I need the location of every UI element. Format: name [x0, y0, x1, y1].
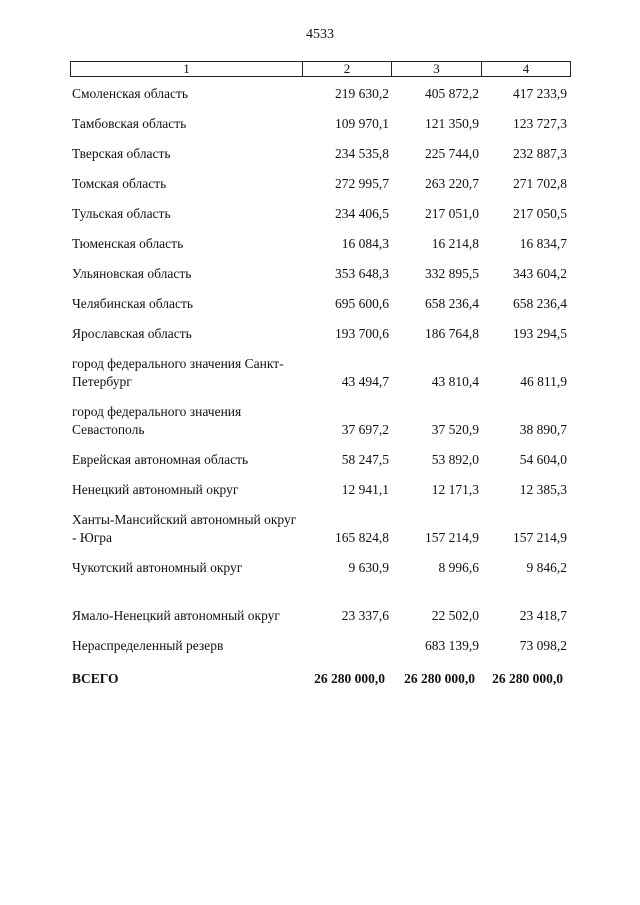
value-col-4: 417 233,9: [513, 86, 567, 101]
page-number: 4533: [306, 27, 334, 42]
value-col-2: 234 535,8: [335, 146, 389, 161]
value-col-2: 58 247,5: [341, 452, 389, 467]
total-col-3: 26 280 000,0: [404, 671, 475, 686]
table-row: [70, 294, 571, 313]
value-col-2: 695 600,6: [335, 296, 389, 311]
region-name: город федерального значения Севастополь: [72, 404, 242, 437]
table-row: [70, 588, 571, 625]
value-col-3: 225 744,0: [425, 146, 479, 161]
value-col-4: 658 236,4: [513, 296, 567, 311]
region-name: Ханты-Мансийский автономный округ - Югра: [72, 512, 297, 545]
value-col-4: 123 727,3: [513, 116, 567, 131]
table-row: [70, 174, 571, 193]
value-col-3: 683 139,9: [425, 638, 479, 653]
value-col-2: 193 700,6: [335, 326, 389, 341]
value-col-2: 23 337,6: [341, 608, 389, 623]
value-col-3: 12 171,3: [431, 482, 479, 497]
table-row: [70, 510, 571, 547]
table-row: [70, 144, 571, 163]
total-row: [70, 669, 571, 688]
value-col-2: 16 084,3: [341, 236, 389, 251]
value-col-4: 12 385,3: [519, 482, 567, 497]
value-col-2: 12 941,1: [341, 482, 389, 497]
value-col-3: 405 872,2: [425, 86, 479, 101]
total-label: ВСЕГО: [72, 671, 119, 686]
value-col-4: 38 890,7: [519, 422, 567, 437]
table-row: [70, 264, 571, 283]
region-name: Еврейская автономная область: [72, 452, 249, 467]
value-col-4: 73 098,2: [519, 638, 567, 653]
value-col-3: 121 350,9: [425, 116, 479, 131]
region-name: Смоленская область: [72, 86, 189, 101]
total-col-2: 26 280 000,0: [314, 671, 385, 686]
column-header-4: 4: [522, 61, 530, 76]
value-col-3: 37 520,9: [431, 422, 479, 437]
region-name: Тамбовская область: [72, 116, 187, 131]
table-row: [70, 114, 571, 133]
table-row: [70, 558, 571, 577]
value-col-4: 232 887,3: [513, 146, 567, 161]
value-col-2: 219 630,2: [335, 86, 389, 101]
region-name: Тверская область: [72, 146, 171, 161]
region-name: Чукотский автономный округ: [72, 560, 243, 575]
table-row: [70, 450, 571, 469]
value-col-3: 8 996,6: [438, 560, 479, 575]
region-name: Томская область: [72, 176, 167, 191]
value-col-3: 658 236,4: [425, 296, 479, 311]
region-name: Ямало-Ненецкий автономный округ: [72, 608, 280, 623]
value-col-3: 186 764,8: [425, 326, 479, 341]
value-col-3: 217 051,0: [425, 206, 479, 221]
value-col-4: 46 811,9: [520, 374, 567, 389]
value-col-4: 16 834,7: [519, 236, 567, 251]
table-row: [70, 204, 571, 223]
value-col-2: 43 494,7: [341, 374, 389, 389]
value-col-2: 109 970,1: [335, 116, 389, 131]
value-col-3: 43 810,4: [431, 374, 479, 389]
value-col-2: 9 630,9: [348, 560, 389, 575]
value-col-2: 234 406,5: [335, 206, 389, 221]
value-col-4: 23 418,7: [519, 608, 567, 623]
table-row: [70, 480, 571, 499]
value-col-3: 263 220,7: [425, 176, 479, 191]
table-row: [70, 636, 571, 655]
value-col-4: 193 294,5: [513, 326, 567, 341]
value-col-3: 53 892,0: [431, 452, 479, 467]
column-header-3: 3: [392, 62, 482, 76]
total-col-4: 26 280 000,0: [492, 671, 563, 686]
region-name: Челябинская область: [72, 296, 194, 311]
value-col-2: 272 995,7: [335, 176, 389, 191]
table-row: [70, 234, 571, 253]
region-name: Тульская область: [72, 206, 171, 221]
column-header-1: 1: [71, 62, 303, 76]
region-name: Ульяновская область: [72, 266, 192, 281]
value-col-3: 16 214,8: [431, 236, 479, 251]
value-col-3: 157 214,9: [425, 530, 479, 545]
table-row: [70, 84, 571, 103]
value-col-4: 54 604,0: [519, 452, 567, 467]
table-row: [70, 354, 571, 391]
table-row: [70, 402, 571, 439]
region-name: Нераспределенный резерв: [72, 638, 224, 653]
region-name: Тюменская область: [72, 236, 184, 251]
column-header-2: 2: [303, 62, 392, 76]
region-name: город федерального значения Санкт-Петербург: [72, 356, 284, 389]
value-col-4: 9 846,2: [526, 560, 567, 575]
value-col-4: 271 702,8: [513, 176, 567, 191]
value-col-3: 332 895,5: [425, 266, 479, 281]
region-name: Ярославская область: [72, 326, 192, 341]
value-col-3: 22 502,0: [431, 608, 479, 623]
value-col-2: 353 648,3: [335, 266, 389, 281]
table-header: [70, 61, 571, 77]
value-col-4: 343 604,2: [513, 266, 567, 281]
value-col-4: 217 050,5: [513, 206, 567, 221]
region-name: Ненецкий автономный округ: [72, 482, 239, 497]
value-col-2: 165 824,8: [335, 530, 389, 545]
table-row: [70, 324, 571, 343]
value-col-4: 157 214,9: [513, 530, 567, 545]
value-col-2: 37 697,2: [341, 422, 389, 437]
